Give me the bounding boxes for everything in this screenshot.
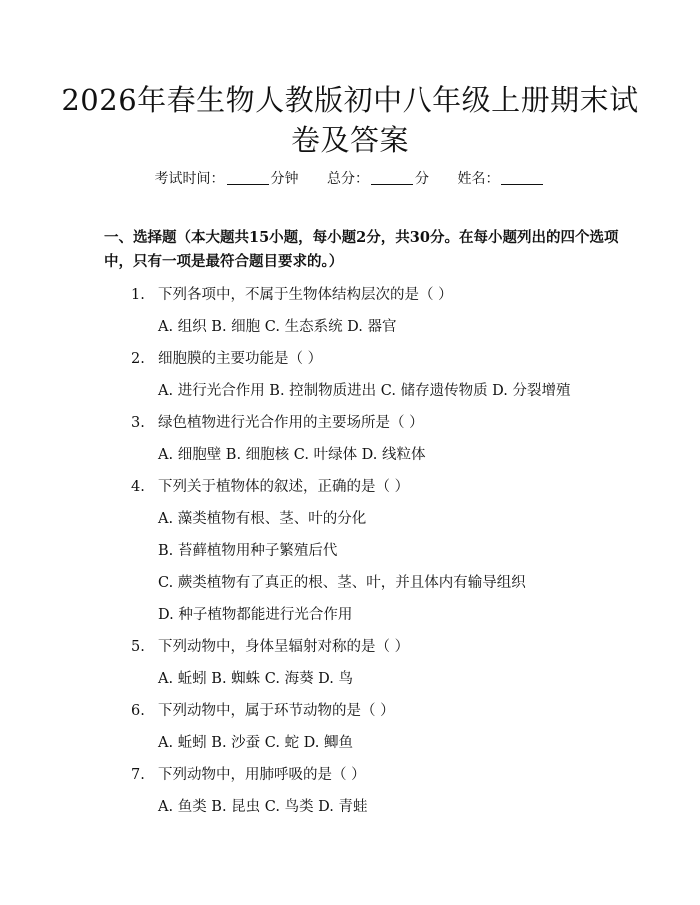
question-4-option-d: D. 种子植物都能进行光合作用 (158, 607, 353, 623)
question-7 (131, 763, 366, 784)
question-number: 3. (131, 415, 145, 431)
name-label: 姓名： (457, 171, 500, 187)
score-field (327, 168, 429, 188)
question-number: 2. (131, 351, 145, 367)
question-1-options: A. 组织 B. 细胞 C. 生态系统 D. 器官 (158, 319, 397, 335)
question-6-options: A. 蚯蚓 B. 沙蚕 C. 蛇 D. 鲫鱼 (158, 735, 354, 751)
name-blank (501, 184, 543, 185)
question-stem: 下列关于植物体的叙述，正确的是（ ） (158, 479, 410, 495)
question-6 (131, 699, 395, 720)
question-4-option-c: C. 蕨类植物有了真正的根、茎、叶，并且体内有输导组织 (158, 575, 526, 591)
score-blank (371, 184, 413, 185)
question-4 (131, 475, 409, 496)
question-7-options: A. 鱼类 B. 昆虫 C. 鸟类 D. 青蛙 (158, 799, 368, 815)
exam-title (60, 80, 640, 160)
exam-meta (0, 168, 700, 188)
question-number: 6. (131, 703, 145, 719)
question-stem: 下列动物中，属于环节动物的是（ ） (158, 703, 395, 719)
question-3-options: A. 细胞壁 B. 细胞核 C. 叶绿体 D. 线粒体 (158, 447, 426, 463)
question-stem: 下列动物中，身体呈辐射对称的是（ ） (158, 639, 410, 655)
name-field (457, 168, 545, 188)
question-2-options: A. 进行光合作用 B. 控制物质进出 C. 储存遗传物质 D. 分裂增殖 (158, 383, 571, 399)
title-line-2: 卷及答案 (290, 123, 409, 157)
question-1 (131, 283, 453, 304)
question-stem: 绿色植物进行光合作用的主要场所是（ ） (158, 415, 424, 431)
question-4-option-a: A. 藻类植物有根、茎、叶的分化 (158, 511, 367, 527)
time-field (155, 168, 299, 188)
question-5 (131, 635, 409, 656)
question-stem: 下列各项中，不属于生物体结构层次的是（ ） (158, 287, 453, 303)
question-stem: 细胞膜的主要功能是（ ） (158, 351, 323, 367)
title-line-1: 2026年春生物人教版初中八年级上册期末试 (61, 83, 639, 117)
question-5-options: A. 蚯蚓 B. 蜘蛛 C. 海葵 D. 鸟 (158, 671, 354, 687)
time-label: 考试时间： (154, 171, 225, 187)
question-number: 4. (131, 479, 145, 495)
score-unit: 分 (415, 171, 429, 187)
time-blank (227, 184, 269, 185)
question-number: 5. (131, 639, 145, 655)
question-2 (131, 347, 322, 368)
time-unit: 分钟 (270, 171, 299, 187)
question-4-option-b: B. 苔藓植物用种子繁殖后代 (158, 543, 338, 559)
score-label: 总分： (327, 171, 369, 187)
question-3 (131, 411, 424, 432)
question-stem: 下列动物中，用肺呼吸的是（ ） (158, 767, 366, 783)
question-number: 1. (131, 287, 145, 303)
section-heading: 一、选择题（本大题共15小题，每小题2分，共30分。在每小题列出的四个选项中，只有一项是最符合题目要求的。） (104, 229, 619, 270)
question-number: 7. (131, 767, 145, 783)
